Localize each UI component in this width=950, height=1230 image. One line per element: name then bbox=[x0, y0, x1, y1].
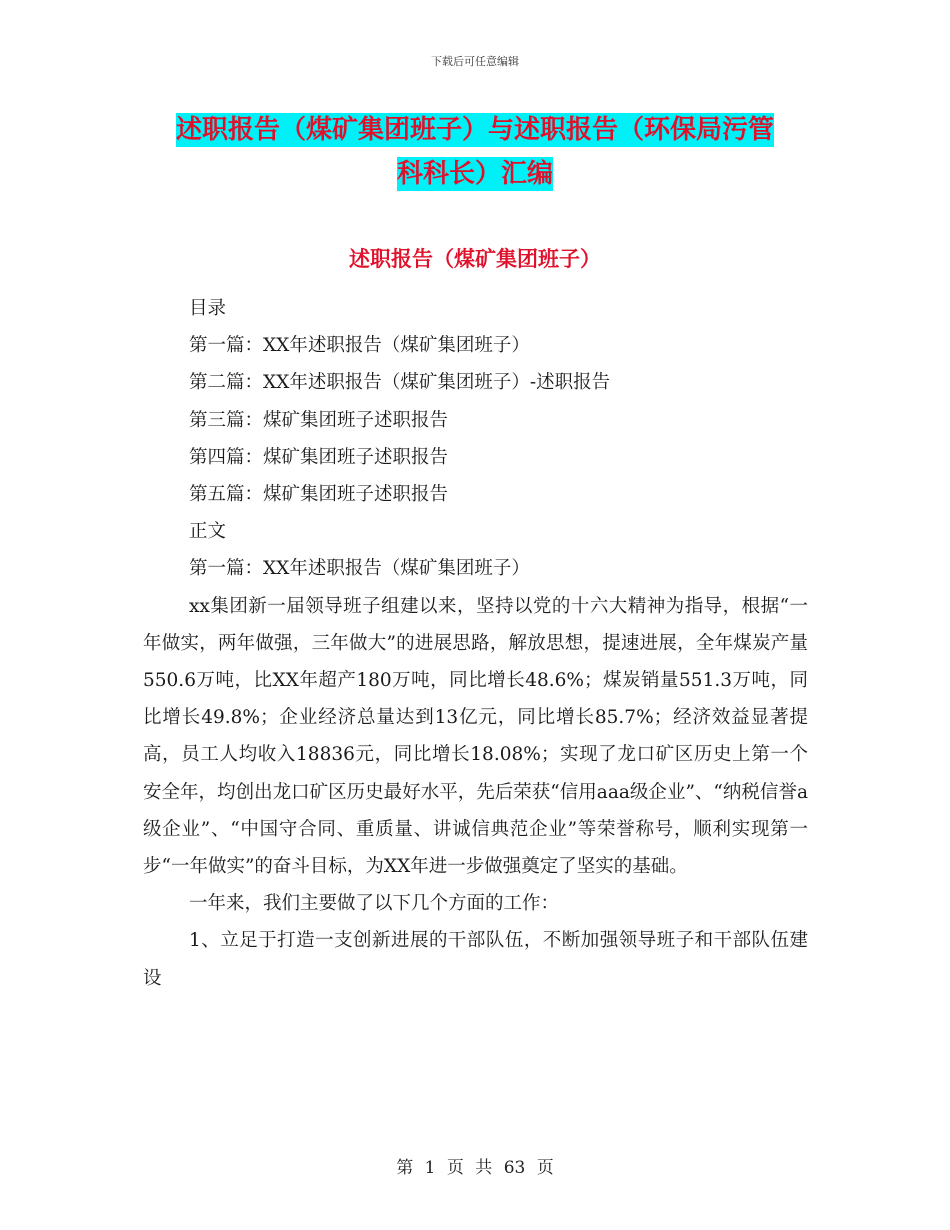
paragraph: 1、立足于打造一支创新进展的干部队伍，不断加强领导班子和干部队伍建设 bbox=[143, 930, 808, 989]
page-footer: 第 1 页 共 63 页 bbox=[396, 1158, 554, 1178]
paragraph: 一年来，我们主要做了以下几个方面的工作： bbox=[189, 893, 560, 915]
chapter-title: 第一篇：XX年述职报告（煤矿集团班子） bbox=[189, 558, 530, 580]
toc-item: 第二篇：XX年述职报告（煤矿集团班子）-述职报告 bbox=[189, 372, 611, 394]
toc-item: 第四篇：煤矿集团班子述职报告 bbox=[189, 446, 449, 468]
header-note: 下载后可任意编辑 bbox=[431, 55, 519, 68]
document-title bbox=[0, 108, 950, 196]
title-line-1: 述职报告（煤矿集团班子）与述职报告（环保局污管 bbox=[175, 115, 774, 145]
toc-heading: 目录 bbox=[189, 298, 227, 319]
section-title: 述职报告（煤矿集团班子） bbox=[349, 247, 601, 271]
toc-item: 第一篇：XX年述职报告（煤矿集团班子） bbox=[189, 335, 530, 357]
title-line-2: 科科长）汇编 bbox=[396, 159, 553, 189]
document-body bbox=[143, 290, 808, 997]
toc-item: 第三篇：煤矿集团班子述职报告 bbox=[189, 409, 449, 431]
paragraph: xx集团新一届领导班子组建以来，坚持以党的十六大精神为指导，根据“一年做实，两年做强，三年做大”的进展思路，解放思想，提速进展，全年煤炭产量550.6万吨，比XX年超产180万吨，同比增长48.6%；煤炭销量551.3万吨，同比增长49.8%；企业经济总量达到13亿元，同比增长85.7%；经济效益显著提高，员工人均收入18836元，同比增长18.08%；实现了龙口矿区历史上第一个安全年，均创出龙口矿区历史最好水平，先后荣获“信用aaa级企业”、“纳税信誉a级企业”、“中国守合同、重质量、讲诚信典范企业”等荣誉称号，顺利实现第一步“一年做实”的奋斗目标，为XX年进一步做强奠定了坚实的基础。 bbox=[143, 595, 808, 878]
body-heading: 正文 bbox=[189, 521, 227, 543]
toc-item: 第五篇：煤矿集团班子述职报告 bbox=[189, 484, 449, 506]
